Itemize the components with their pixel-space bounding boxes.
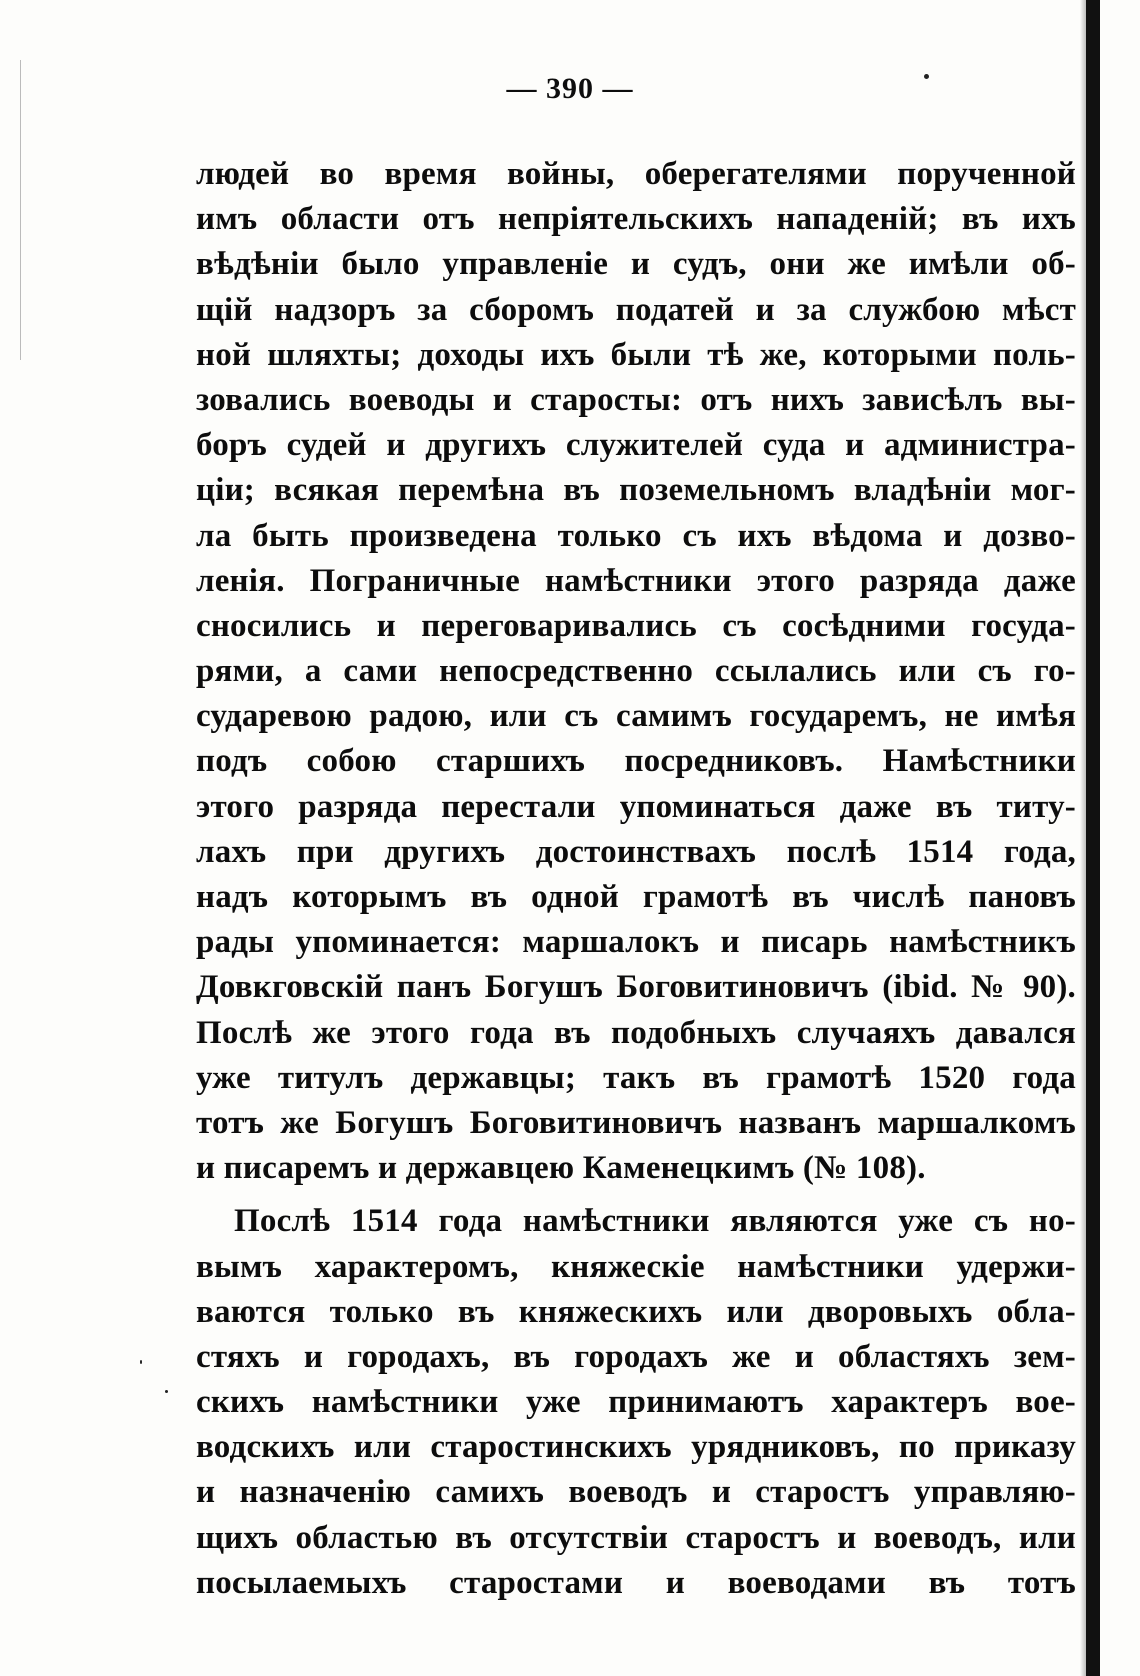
text-line: ваются только въ княжескихъ или дворовыхъ обла- [196, 1293, 1076, 1330]
text-line: имъ области отъ непріятельскихъ нападеній; въ ихъ [196, 201, 1076, 238]
text-line: сударевою радою, или съ самимъ государемъ, не имѣя [196, 698, 1076, 735]
text-line: боръ судей и другихъ служителей суда и администра- [196, 427, 1076, 464]
text-line: тотъ же Богушъ Боговитиновичъ названъ маршалкомъ [196, 1104, 1076, 1141]
text-line: вымъ характеромъ, княжескіе намѣстники удержи- [196, 1248, 1076, 1285]
text-line: Довкговскій панъ Богушъ Боговитиновичъ (ibid. № 90). [196, 969, 1076, 1006]
text-line: этого разряда перестали упоминаться даже въ титу- [196, 788, 1076, 825]
paragraph-1 [196, 152, 1076, 1191]
page-number: — 390 — [506, 72, 634, 105]
paragraph-2 [196, 1199, 1076, 1606]
text-line: людей во время войны, оберегателями порученной [196, 156, 1076, 192]
text-line: щихъ областью въ отсутствіи старостъ и воеводъ, или [196, 1519, 1076, 1556]
text-line: скихъ намѣстники уже принимаютъ характеръ вое- [196, 1384, 1076, 1421]
print-speck [924, 74, 929, 79]
text-line: ла быть произведена только съ ихъ вѣдома и дозво- [196, 517, 1076, 554]
body-text [196, 152, 1076, 1606]
text-line: Послѣ 1514 года намѣстники являются уже съ но- [234, 1203, 1076, 1240]
text-line: подъ собою старшихъ посредниковъ. Намѣстники [196, 743, 1076, 780]
text-line: стяхъ и городахъ, въ городахъ же и областяхъ зем- [196, 1338, 1076, 1375]
text-line: и назначенію самихъ воеводъ и старостъ управляю- [196, 1474, 1076, 1511]
text-line: уже титулъ державцы; такъ въ грамотѣ 1520 года [196, 1059, 1076, 1096]
text-line: надъ которымъ въ одной грамотѣ въ числѣ пановъ [196, 879, 1076, 915]
text-line: ціи; всякая перемѣна въ поземельномъ владѣніи мог- [196, 472, 1076, 509]
text-line: посылаемыхъ старостами и воеводами въ тотъ [196, 1564, 1076, 1601]
print-speck [140, 1360, 142, 1364]
text-line: и писаремъ и державцею Каменецкимъ (№ 108). [196, 1150, 926, 1187]
text-line: водскихъ или старостинскихъ урядниковъ, по приказу [196, 1429, 1076, 1466]
text-line: щій надзоръ за сборомъ податей и за службою мѣст [196, 291, 1076, 328]
text-line: рями, а сами непосредственно ссылались или съ го- [196, 653, 1076, 690]
text-line: вѣдѣніи было управленіе и судъ, они же имѣли об- [196, 246, 1076, 283]
text-line: ленія. Пограничные намѣстники этого разряда даже [196, 562, 1076, 599]
print-speck [165, 1390, 168, 1393]
text-line: ной шляхты; доходы ихъ были тѣ же, которыми поль- [196, 336, 1076, 373]
paragraph-gap [196, 1191, 1076, 1199]
text-line: сносились и переговаривались съ сосѣдними госуда- [196, 607, 1076, 644]
text-line: рады упоминается: маршалокъ и писарь намѣстникъ [196, 924, 1076, 961]
text-line: лахъ при другихъ достоинствахъ послѣ 1514 года, [196, 833, 1076, 870]
text-line: зовались воеводы и старосты: отъ нихъ зависѣлъ вы- [196, 381, 1076, 418]
text-line: Послѣ же этого года въ подобныхъ случаяхъ давался [196, 1014, 1076, 1051]
book-binding-edge [1086, 0, 1100, 1676]
